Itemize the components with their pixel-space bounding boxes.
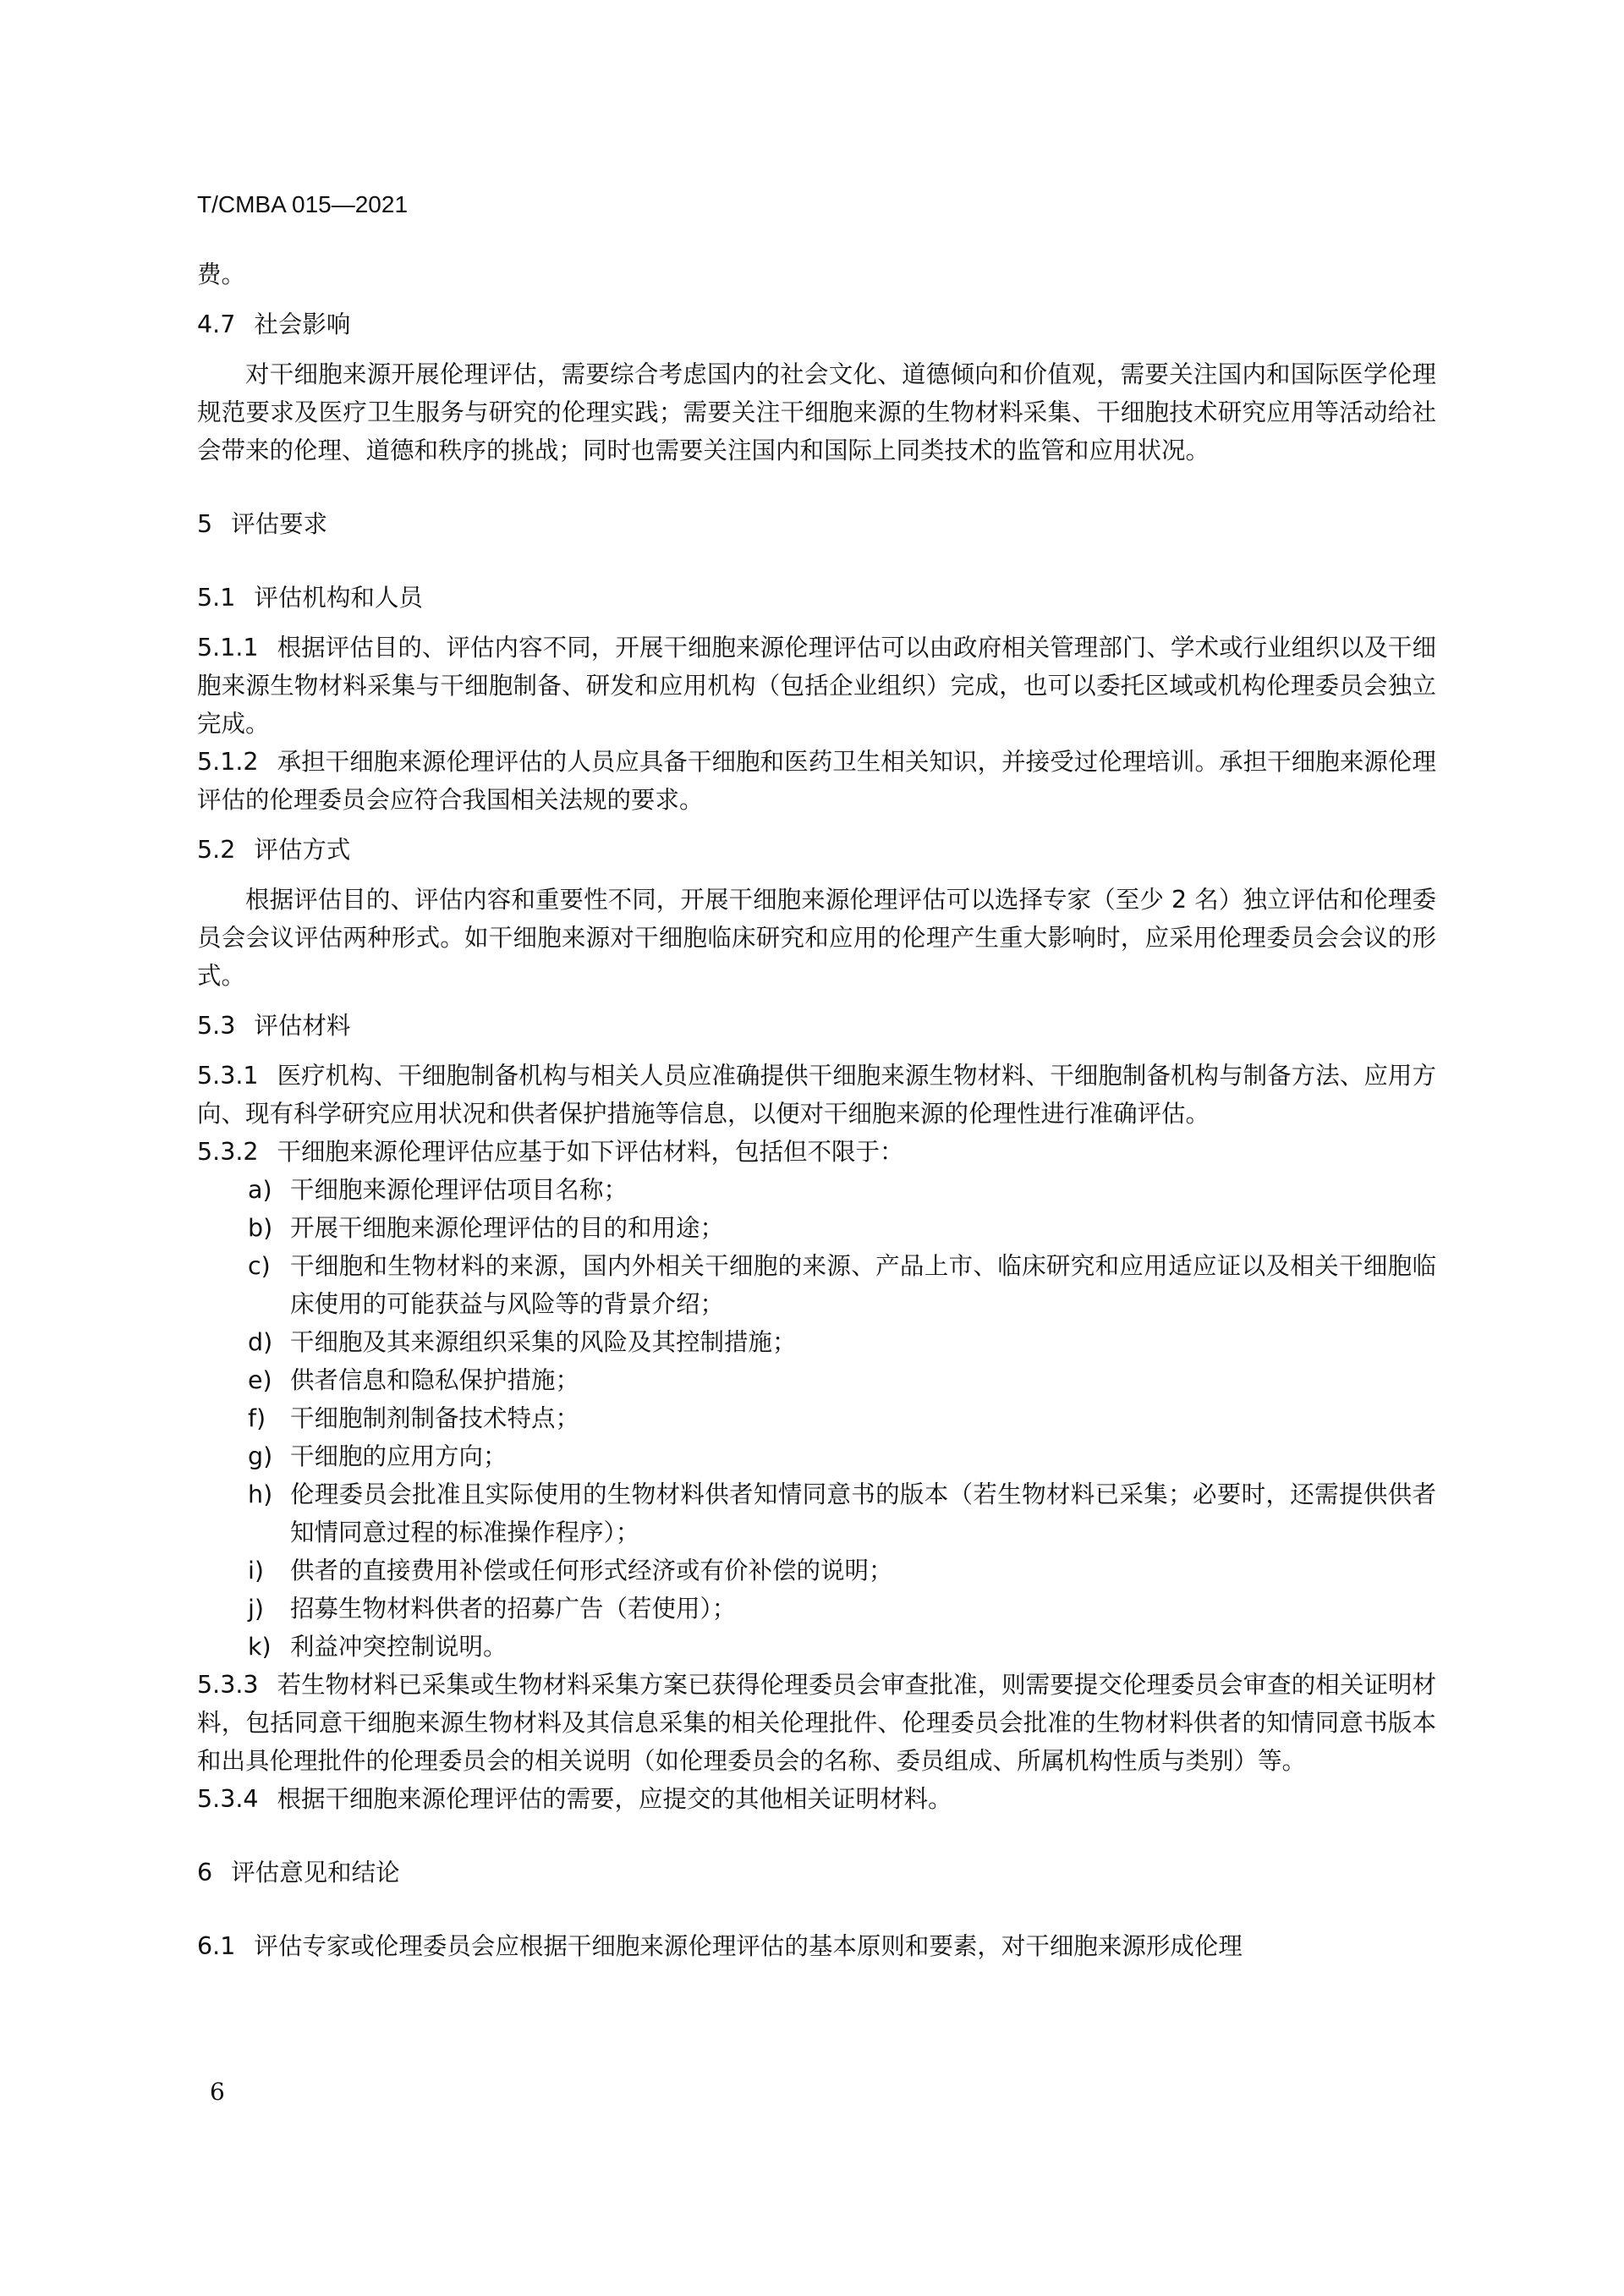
clause-number: 5.3.4 [197,1785,259,1813]
clause-text: 干细胞来源伦理评估应基于如下评估材料，包括但不限于： [277,1138,904,1166]
section-number: 6 [197,1859,213,1887]
clause-text: 若生物材料已采集或生物材料采集方案已获得伦理委员会审查批准，则需要提交伦理委员会审查的相关证明材料，包括同意干细胞来源生物材料及其信息采集的相关伦理批件、伦理委员会批准的生物材料供者的知情同意书版本和出具伦理批件的伦理委员会的相关说明（如伦理委员会的名称、委员组成、所属机构性质与类别）等。 [197,1671,1436,1775]
list-item [197,1475,1436,1552]
list-marker: d) [248,1328,273,1356]
clause-6-1 [197,1927,1436,1965]
clause-text: 根据评估目的、评估内容不同，开展干细胞来源伦理评估可以由政府相关管理部门、学术或行业组织以及干细胞来源生物材料采集与干细胞制备、研发和应用机构（包括企业组织）完成，也可以委托区域或机构伦理委员会独立完成。 [197,634,1436,738]
paragraph-4-7: 对干细胞来源开展伦理评估，需要综合考虑国内的社会文化、道德倾向和价值观，需要关注国内和国际医学伦理规范要求及医疗卫生服务与研究的伦理实践；需要关注干细胞来源的生物材料采集、干细胞技术研究应用等活动给社会带来的伦理、道德和秩序的挑战；同时也需要关注国内和国际上同类技术的监管和应用状况。 [197,360,1436,464]
list-item [197,1209,1436,1247]
section-title: 评估意见和结论 [231,1859,400,1887]
page-number: 6 [210,2078,225,2106]
clause-5-1-2 [197,743,1436,819]
clause-number: 5.3.1 [197,1062,259,1090]
section-number: 5.2 [197,836,236,864]
clause-number: 5.1.1 [197,634,259,662]
section-title: 评估材料 [254,1012,351,1040]
section-title: 评估机构和人员 [254,584,423,612]
clause-text: 评估专家或伦理委员会应根据干细胞来源伦理评估的基本原则和要素，对干细胞来源形成伦理 [254,1932,1243,1960]
section-number: 5.3 [197,1012,236,1040]
list-item [197,1628,1436,1666]
list-item-text: 干细胞制剂制备技术特点； [290,1404,580,1432]
list-item-text: 干细胞和生物材料的来源，国内外相关干细胞的来源、产品上市、临床研究和应用适应证以及相关干细胞临床使用的可能获益与风险等的背景介绍； [290,1252,1436,1318]
clause-5-3-4 [197,1780,1436,1818]
section-heading-5-2 [197,831,1436,869]
list-item [197,1171,1436,1209]
section-heading-4-7 [197,305,1436,343]
section-heading-6 [197,1854,1436,1892]
section-title: 评估要求 [231,510,328,538]
list-item [197,1590,1436,1628]
list-marker: f) [248,1404,266,1432]
document-code: T/CMBA 015—2021 [197,191,409,217]
section-title: 评估方式 [254,836,351,864]
list-item-text: 利益冲突控制说明。 [290,1633,508,1661]
clause-number: 6.1 [197,1932,236,1960]
list-item-text: 干细胞的应用方向； [290,1442,508,1470]
paragraph-continuation: 费。 [197,261,246,288]
materials-list [197,1171,1436,1666]
section-number: 5 [197,510,213,538]
list-marker: j) [248,1595,265,1623]
list-item-text: 供者的直接费用补偿或任何形式经济或有价补偿的说明； [290,1557,893,1585]
list-item [197,1323,1436,1361]
list-item [197,1361,1436,1399]
list-marker: e) [248,1366,272,1394]
section-heading-5-3 [197,1007,1436,1045]
page-body [197,255,1436,1965]
list-item-text: 开展干细胞来源伦理评估的目的和用途； [290,1214,725,1242]
section-number: 4.7 [197,310,236,338]
list-item [197,1247,1436,1323]
list-item-text: 招募生物材料供者的招募广告（若使用）； [290,1595,737,1623]
list-marker: b) [248,1214,273,1242]
clause-5-3-1 [197,1057,1436,1133]
list-item [197,1399,1436,1437]
list-item-text: 供者信息和隐私保护措施； [290,1366,580,1394]
list-marker: g) [248,1442,273,1470]
list-marker: i) [248,1557,265,1585]
section-heading-5 [197,505,1436,543]
section-heading-5-1 [197,579,1436,617]
list-item-text: 干细胞及其来源组织采集的风险及其控制措施； [290,1328,797,1356]
list-item [197,1437,1436,1475]
clause-5-3-2 [197,1133,1436,1171]
list-item-text: 干细胞来源伦理评估项目名称； [290,1176,628,1204]
list-marker: h) [248,1480,273,1508]
list-marker: c) [248,1252,271,1280]
list-item-text: 伦理委员会批准且实际使用的生物材料供者知情同意书的版本（若生物材料已采集；必要时，还需提供供者知情同意过程的标准操作程序）； [290,1480,1436,1546]
paragraph-5-2: 根据评估目的、评估内容和重要性不同，开展干细胞来源伦理评估可以选择专家（至少 2 名）独立评估和伦理委员会会议评估两种形式。如干细胞来源对干细胞临床研究和应用的伦理产生重大影响时，应采用伦理委员会会议的形式。 [197,886,1436,990]
clause-number: 5.3.2 [197,1138,259,1166]
clause-text: 根据干细胞来源伦理评估的需要，应提交的其他相关证明材料。 [277,1785,952,1813]
section-title: 社会影响 [254,310,351,338]
section-number: 5.1 [197,584,236,612]
clause-5-3-3 [197,1666,1436,1780]
clause-text: 承担干细胞来源伦理评估的人员应具备干细胞和医药卫生相关知识，并接受过伦理培训。承担干细胞来源伦理评估的伦理委员会应符合我国相关法规的要求。 [197,748,1436,814]
list-marker: k) [248,1633,272,1661]
list-item [197,1552,1436,1590]
clause-text: 医疗机构、干细胞制备机构与相关人员应准确提供干细胞来源生物材料、干细胞制备机构与制备方法、应用方向、现有科学研究应用状况和供者保护措施等信息，以便对干细胞来源的伦理性进行准确评估。 [197,1062,1436,1128]
list-marker: a) [248,1176,272,1204]
clause-number: 5.3.3 [197,1671,259,1699]
clause-5-1-1 [197,629,1436,743]
clause-number: 5.1.2 [197,748,259,776]
